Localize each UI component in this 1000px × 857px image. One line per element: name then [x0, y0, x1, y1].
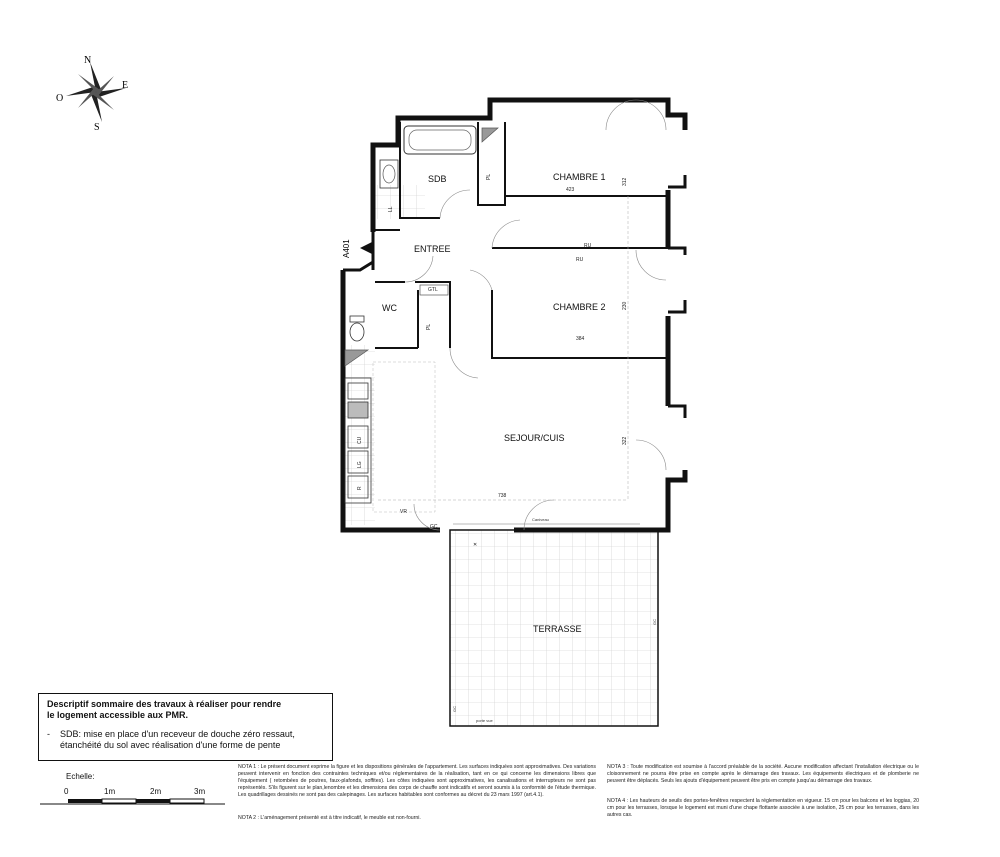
svg-text:230: 230 — [622, 301, 628, 310]
room-label-entree: ENTREE — [414, 244, 451, 254]
compass-e: E — [122, 80, 129, 91]
svg-text:PL: PL — [426, 323, 432, 330]
terrasse-area — [450, 517, 658, 726]
svg-text:RU: RU — [576, 257, 584, 263]
svg-text:322: 322 — [622, 436, 628, 445]
scale-label: Echelle: — [66, 772, 95, 781]
dimensions — [378, 177, 628, 500]
compass-o: O — [56, 93, 64, 104]
svg-text:Caniveau: Caniveau — [532, 517, 549, 522]
svg-text:312: 312 — [622, 177, 628, 186]
compass-s: S — [94, 122, 100, 133]
svg-text:PL: PL — [486, 173, 492, 180]
svg-text:porte vue: porte vue — [476, 718, 493, 723]
compass-rose-icon — [56, 55, 128, 133]
description-title-2: le logement accessible aux PMR. — [47, 710, 189, 720]
nota-3: NOTA 3 : Toute modification est soumise à l'accord préalable de la société. Aucune modification affectant l'installation électrique ou le cloisonnement ne pourra être prise en compte après le démarrage des travaux. Les équipements électriques et de plomberie ne peuvent être déplacés. Seuls les ajouts d'équipement peuvent être pris en compte jusqu'au démarrage des travaux. — [607, 764, 919, 784]
svg-text:GC: GC — [652, 619, 657, 625]
nota-4: NOTA 4 : Les hauteurs de seuils des portes-fenêtres respectent la réglementation en vigueur. 15 cm pour les balcons et les loggias, 20 cm pour les terrasses, lorsque le logement est muni d'une chape flottante associée à une isolation, 25 cm pour les terrasses, dans les autres cas. — [607, 798, 919, 818]
room-label-terrasse: TERRASSE — [533, 624, 582, 634]
scale-tick-2m: 2m — [150, 787, 162, 796]
svg-text:✕: ✕ — [473, 542, 478, 548]
description-item — [47, 729, 324, 751]
fixture-tags — [357, 174, 592, 530]
description-item-line1: SDB: mise en place d'un receveur de douche zéro ressaut, — [60, 729, 295, 739]
svg-text:GC: GC — [430, 524, 438, 530]
compass-n: N — [84, 55, 92, 66]
nota-1: NOTA 1 : Le présent document exprime la figure et les dispositions générales de l'appartement. Les surfaces indiquées sont approximatives. Des variations peuvent intervenir en fonction des contraintes techniques et/ou réglementaires de la réalisation, tant en ce qui concerne les dimensions libres que l'équipement ( retombées de poutres, faux-plafonds, soffites). Les côtes indiquées sont approximatives, les canalisations et interrupteurs ne sont pas représentés. S'ils figurent sur le plan,lenombre et les dimensions des corps de chauffe sont indicatifs et seront soumis à la conformité de l'étude thermique. Les quadrillages dessinés ne sont pas des calepinages. Les surfaces habitables sont conformes au décret du 23 mars 1997 (art.4.1). — [238, 764, 596, 798]
description-item-line2: étanchéité du sol avec réalisation d'une forme de pente — [60, 740, 281, 750]
svg-text:423: 423 — [566, 187, 575, 193]
description-title-1: Descriptif sommaire des travaux à réaliser pour rendre — [47, 699, 282, 709]
scale-tick-3m: 3m — [194, 787, 206, 796]
svg-text:GC: GC — [452, 706, 457, 712]
svg-text:LL: LL — [388, 206, 394, 212]
scale-bar — [40, 799, 225, 804]
svg-text:LG: LG — [357, 461, 363, 468]
sink-icon — [380, 160, 398, 188]
scale-tick-0: 0 — [64, 787, 69, 796]
room-label-sdb: SDB — [428, 174, 447, 184]
section-marker-label: A401 — [342, 239, 351, 258]
svg-text:GTL: GTL — [428, 287, 438, 293]
door-swings — [405, 100, 666, 530]
bathtub-icon — [404, 126, 476, 154]
section-marker — [342, 239, 372, 258]
room-label-sejour: SEJOUR/CUIS — [504, 433, 565, 443]
accessibility-description — [38, 693, 333, 761]
scale-tick-1m: 1m — [104, 787, 116, 796]
svg-text:VR: VR — [400, 509, 407, 515]
exterior-walls — [343, 100, 685, 530]
room-label-chambre1: CHAMBRE 1 — [553, 172, 606, 182]
room-label-wc: WC — [382, 303, 397, 313]
toilet-icon — [350, 316, 364, 341]
interior-walls — [375, 122, 668, 358]
svg-text:RU: RU — [584, 243, 592, 249]
svg-text:CU: CU — [357, 436, 363, 444]
svg-text:R: R — [357, 486, 363, 490]
nota-2: NOTA 2 : L'aménagement présenté est à titre indicatif, le meuble est non-fourni. — [238, 815, 421, 821]
bullet-dash: - — [47, 729, 50, 739]
svg-text:384: 384 — [576, 336, 585, 342]
room-label-chambre2: CHAMBRE 2 — [553, 302, 606, 312]
svg-text:738: 738 — [498, 493, 507, 499]
